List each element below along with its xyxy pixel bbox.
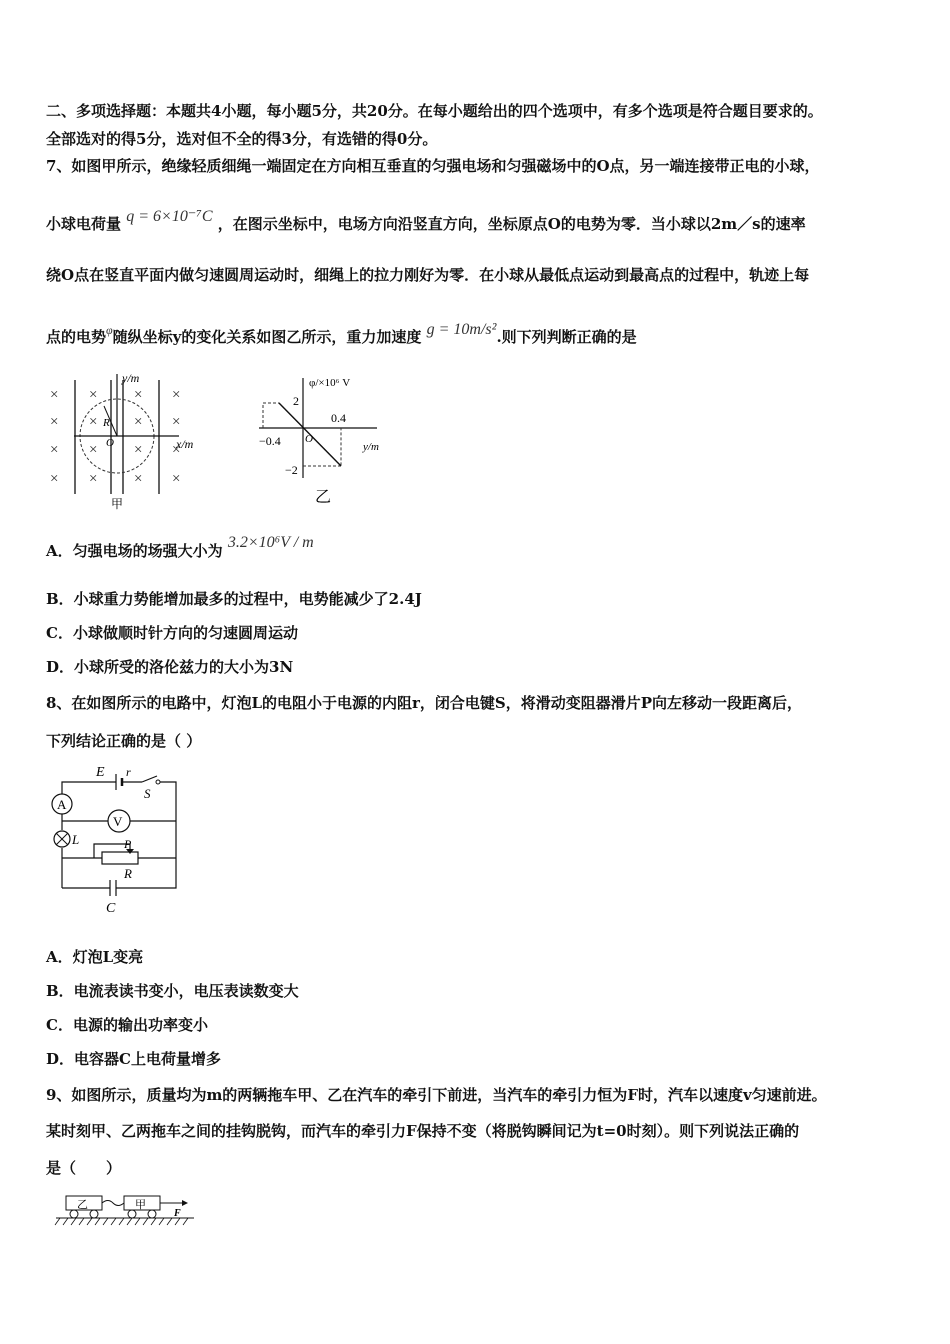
q7-stem-text: 点的电势	[46, 328, 107, 346]
wheel	[70, 1210, 78, 1218]
rheostat	[102, 852, 138, 864]
q8-option-c: C．电源的输出功率变小	[46, 1016, 208, 1034]
q7-option-b: B．小球重力势能增加最多的过程中，电势能减少了2.4J	[46, 590, 422, 608]
svg-text:×: ×	[50, 387, 59, 403]
magnetic-field-crosses	[50, 387, 180, 487]
voltmeter-label: V	[113, 814, 123, 829]
q7-stem-line-1: 7、如图甲所示，绝缘轻质细绳一端固定在方向相互垂直的匀强电场和匀强磁场中的O点，另一端连接带正电的小球，	[46, 157, 820, 175]
q7-charge-formula: q = 6×10⁻⁷C	[126, 208, 213, 225]
tick-label-2: 2	[293, 394, 299, 408]
switch-contact	[156, 780, 160, 784]
ammeter-label: A	[57, 797, 67, 812]
q9-stem-line-2: 某时刻甲、乙两拖车之间的挂钩脱钩，而汽车的牵引力F保持不变（将脱钩瞬间记为t=0时刻）。则下列说法正确的	[46, 1122, 800, 1140]
q9-stem-line-1: 9、如图所示，质量均为m的两辆拖车甲、乙在汽车的牵引下前进，当汽车的牵引力恒为F时，汽车以速度v匀速前进。	[46, 1086, 827, 1104]
capacitor-label: C	[106, 901, 116, 915]
switch-blade	[142, 776, 157, 782]
tick-label-0.4: 0.4	[331, 411, 346, 425]
wheel	[148, 1210, 156, 1218]
phi-axis-title: φ/×10⁶ V	[309, 377, 351, 389]
svg-text:×: ×	[172, 414, 181, 430]
svg-text:×: ×	[50, 442, 59, 458]
svg-text:×: ×	[50, 414, 59, 430]
wire	[158, 782, 176, 858]
svg-text:×: ×	[89, 471, 98, 487]
rheostat-label: R	[124, 866, 132, 881]
q9-stem-line-3: 是（ ）	[46, 1159, 122, 1177]
q7-option-a	[46, 534, 314, 562]
svg-text:×: ×	[89, 442, 98, 458]
svg-text:×: ×	[134, 387, 143, 403]
option-text: A．匀强电场的场强大小为	[46, 542, 223, 560]
field-strength-formula: 3.2×10⁶V / m	[227, 534, 314, 551]
emf-label: E	[96, 765, 105, 780]
radius-label: R	[103, 417, 110, 429]
section-header-line-2: 全部选对的得5分，选对但不全的得3分，有选错的得0分。	[46, 130, 438, 148]
svg-text:×: ×	[172, 471, 181, 487]
coupling-hook	[102, 1201, 124, 1206]
svg-text:×: ×	[50, 471, 59, 487]
q8-option-a: A．灯泡L变亮	[46, 948, 144, 966]
q7-option-d: D．小球所受的洛伦兹力的大小为3N	[46, 658, 294, 676]
q7-phi-symbol: φ	[106, 323, 113, 337]
q8-circuit-diagram	[44, 760, 189, 915]
svg-text:×: ×	[134, 471, 143, 487]
q9-trailer-diagram	[54, 1188, 199, 1233]
trailer-jia-label: 甲	[135, 1199, 146, 1211]
internal-resistance-label: r	[126, 765, 131, 779]
figure-caption: 乙	[315, 489, 332, 505]
wheel	[90, 1210, 98, 1218]
q8-option-d: D．电容器C上电荷量增多	[46, 1050, 221, 1068]
svg-text:×: ×	[172, 387, 181, 403]
q7-stem-text: 随纵坐标y的变化关系如图乙所示，重力加速度	[112, 328, 422, 346]
ground-hatching	[55, 1218, 188, 1225]
origin-label: O	[106, 437, 114, 449]
lamp-label: L	[72, 832, 80, 847]
tick-label-neg2: −2	[285, 463, 298, 477]
slider-label: P	[124, 837, 132, 851]
y-axis-label: y/m	[363, 441, 379, 453]
force-label: F	[174, 1208, 181, 1219]
q7-figure-yi	[255, 370, 385, 505]
figure-caption: 甲	[111, 497, 124, 511]
wheel	[128, 1210, 136, 1218]
svg-text:×: ×	[134, 414, 143, 430]
q8-stem-line-2: 下列结论正确的是（ ）	[46, 732, 202, 750]
tick-label-neg0.4: −0.4	[259, 434, 281, 448]
svg-text:×: ×	[89, 387, 98, 403]
q7-figure-jia	[44, 366, 204, 511]
q7-stem-text: 小球电荷量	[46, 215, 122, 233]
trailer-yi-label: 乙	[77, 1199, 88, 1211]
svg-text:×: ×	[89, 414, 98, 430]
q8-stem-line-1: 8、在如图所示的电路中，灯泡L的电阻小于电源的内阻r，闭合电键S，将滑动变阻器滑片P向左移动一段距离后，	[46, 694, 803, 712]
q7-stem-line-2	[46, 208, 806, 235]
q7-gravity-formula: g = 10m/s²	[426, 321, 497, 338]
q8-option-b: B．电流表读书变小，电压表读数变大	[46, 982, 299, 1000]
section-header-line-1: 二、多项选择题：本题共4小题，每小题5分，共20分。在每小题给出的四个选项中，有多个选项是符合题目要求的。	[46, 102, 823, 120]
q7-stem-line-4	[46, 321, 637, 348]
force-arrowhead	[182, 1200, 188, 1206]
svg-text:×: ×	[134, 442, 143, 458]
svg-text:×: ×	[172, 442, 181, 458]
q7-stem-text: .则下列判断正确的是	[496, 328, 637, 346]
q7-stem-line-3: 绕O点在竖直平面内做匀速圆周运动时，细绳上的拉力刚好为零．在小球从最低点运动到最高点的过程中，轨迹上每	[46, 266, 810, 284]
x-axis-label: x/m	[176, 437, 194, 451]
q7-option-c: C．小球做顺时针方向的匀速圆周运动	[46, 624, 298, 642]
y-axis-label: y/m	[122, 371, 140, 385]
q7-stem-text: ，在图示坐标中，电场方向沿竖直方向，坐标原点O的电势为零．当小球以2m／s的速率	[217, 215, 806, 233]
wire	[62, 782, 116, 794]
switch-label: S	[144, 786, 151, 801]
origin-label: O	[305, 433, 313, 445]
